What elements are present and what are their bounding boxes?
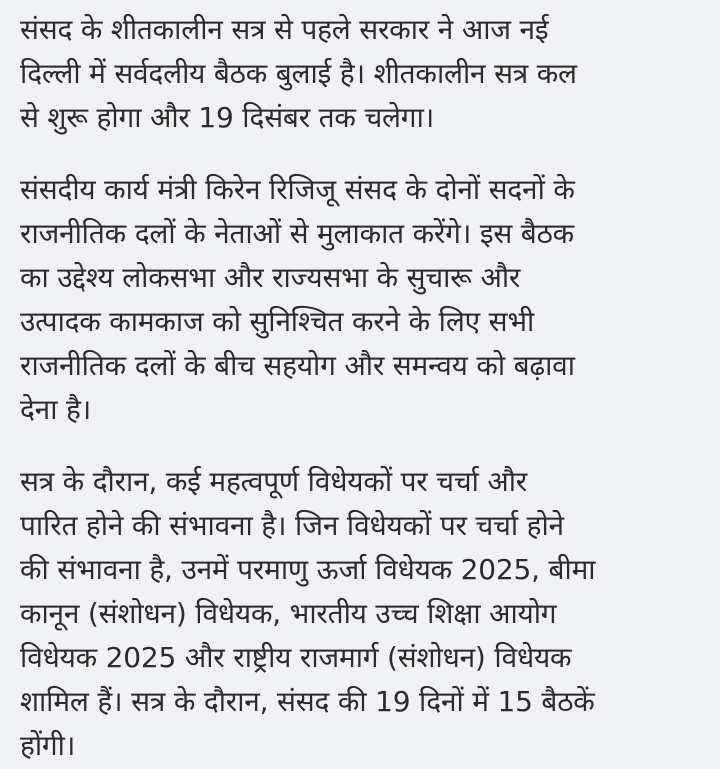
text-line: संसदीय कार्य मंत्री किरेन रिजिजू संसद के दोनों सदनों के: [20, 173, 575, 206]
text-line: की संभावना है, उनमें परमाणु ऊर्जा विधेयक 2025, बीमा: [20, 553, 596, 586]
text-line: देना है।: [20, 393, 92, 426]
text-line: राजनीतिक दलों के नेताओं से मुलाकात करेंगे। इस बैठक: [20, 217, 574, 250]
text-line: होंगी।: [20, 729, 76, 762]
text-line: विधेयक 2025 और राष्ट्रीय राजमार्ग (संशोधन) विधेयक: [20, 641, 572, 674]
paragraph-minister-meeting: [20, 168, 700, 432]
paragraph-bills: [20, 460, 700, 768]
text-line: से शुरू होगा और 19 दिसंबर तक चलेगा।: [20, 101, 435, 134]
text-line: पारित होने की संभावना है। जिन विधेयकों पर चर्चा होने: [20, 509, 564, 542]
text-line: शामिल हैं। सत्र के दौरान, संसद की 19 दिनों में 15 बैठकें: [20, 685, 595, 718]
text-line: सत्र के दौरान, कई महत्वपूर्ण विधेयकों पर चर्चा और: [20, 465, 528, 498]
text-line: का उद्देश्य लोकसभा और राज्यसभा के सुचारू और: [20, 261, 521, 294]
text-line: राजनीतिक दलों के बीच सहयोग और समन्वय को बढ़ावा: [20, 349, 575, 382]
text-line: कानून (संशोधन) विधेयक, भारतीय उच्च शिक्षा आयोग: [20, 597, 557, 630]
text-line: उत्पादक कामकाज को सुनिश्चित करने के लिए सभी: [20, 305, 535, 338]
text-line: दिल्ली में सर्वदलीय बैठक बुलाई है। शीतकालीन सत्र कल: [20, 57, 577, 90]
paragraph-session-intro: [20, 8, 700, 140]
text-line: संसद के शीतकालीन सत्र से पहले सरकार ने आज नई: [20, 13, 549, 46]
